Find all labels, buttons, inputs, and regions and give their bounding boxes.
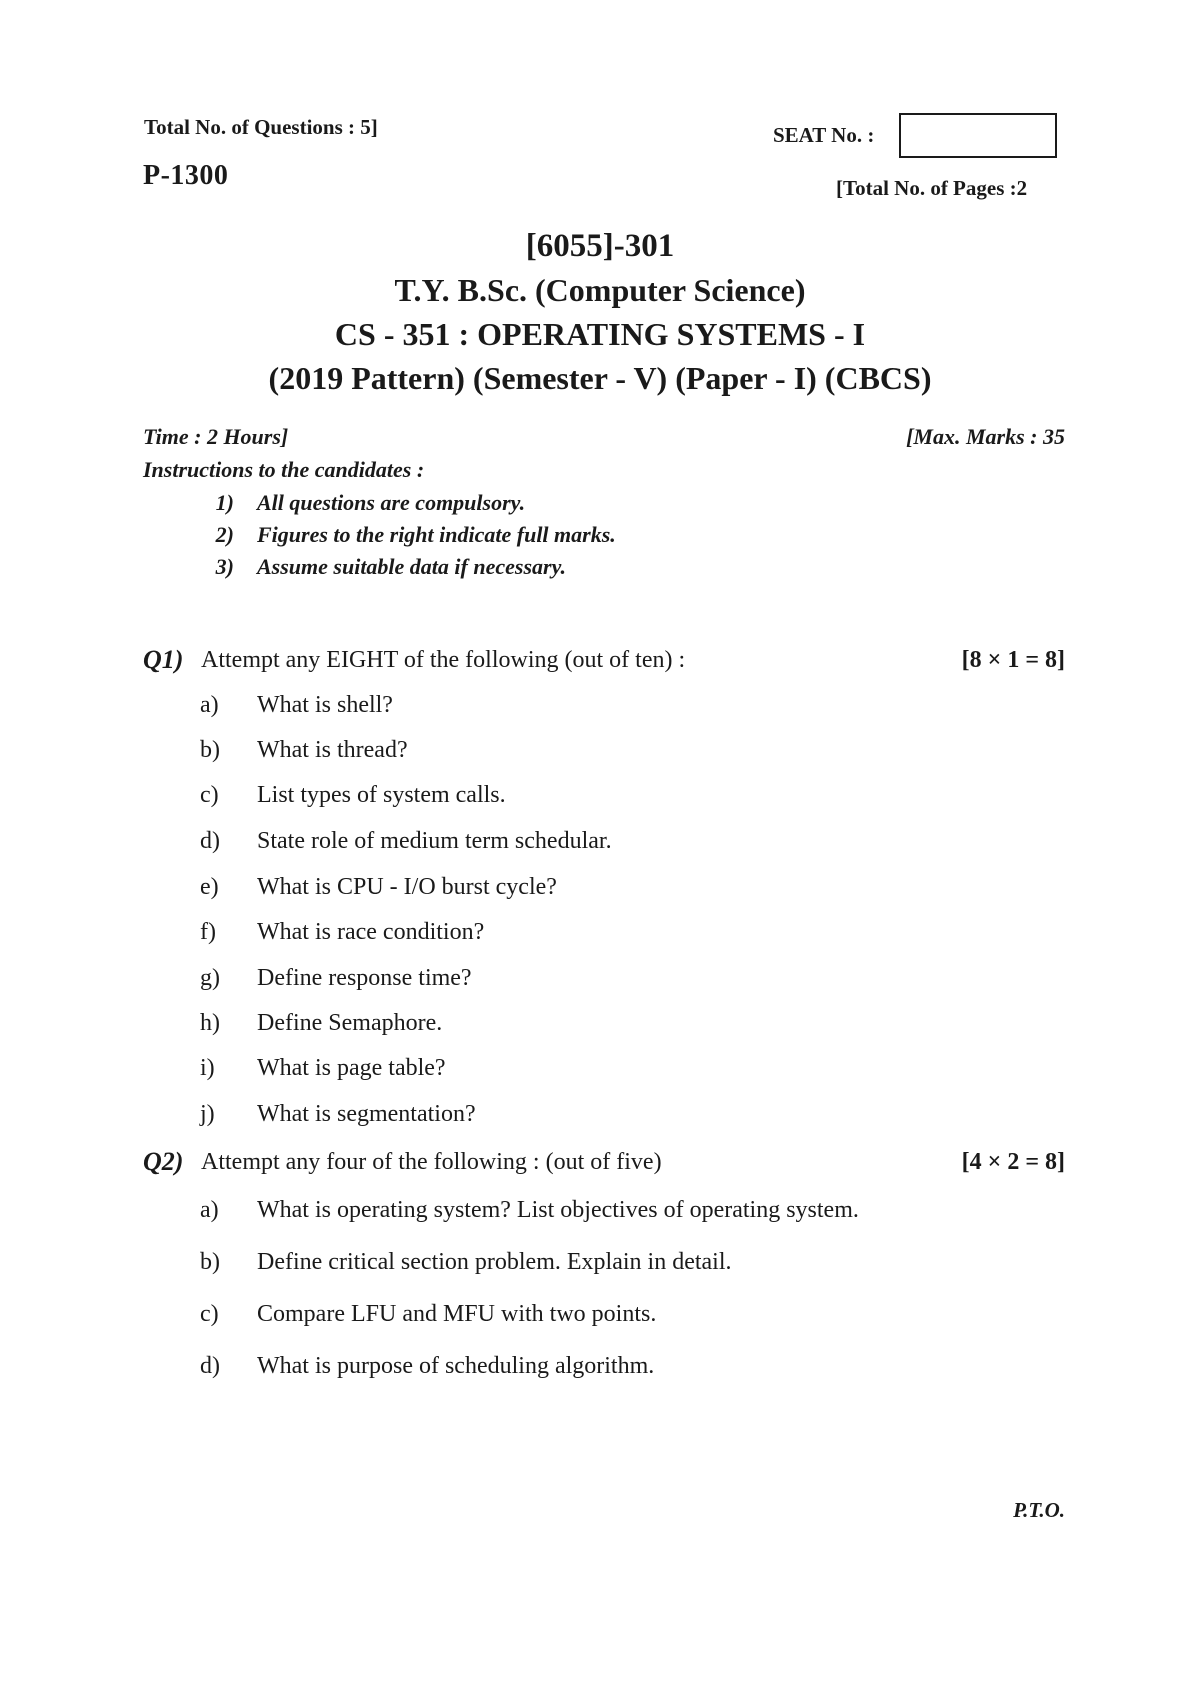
instruction-number: 2) <box>215 522 234 547</box>
list-item: What is race condition? <box>257 919 485 945</box>
time-label: Time : 2 Hours] <box>143 424 289 449</box>
list-item: What is segmentation? <box>257 1101 476 1127</box>
total-pages: [Total No. of Pages :2 <box>836 176 1028 200</box>
list-item-letter: h) <box>200 1010 220 1036</box>
list-item-letter: c) <box>200 1301 219 1327</box>
list-item: Define Semaphore. <box>257 1010 443 1036</box>
list-item: What is shell? <box>257 692 393 718</box>
instruction-text: Figures to the right indicate full marks. <box>257 522 616 547</box>
list-item: What is thread? <box>257 737 408 763</box>
list-item-letter: f) <box>200 919 216 945</box>
instruction-number: 1) <box>215 490 234 515</box>
list-item: What is operating system? List objectives of operating system. <box>257 1197 859 1223</box>
max-marks-label: [Max. Marks : 35 <box>906 424 1065 449</box>
list-item: What is purpose of scheduling algorithm. <box>257 1353 655 1379</box>
instructions-heading: Instructions to the candidates : <box>143 457 425 482</box>
list-item-letter: g) <box>200 965 220 991</box>
list-item-letter: b) <box>200 1249 220 1275</box>
list-item: What is page table? <box>257 1055 446 1081</box>
list-item-letter: i) <box>200 1055 215 1081</box>
instruction-text: All questions are compulsory. <box>257 490 526 515</box>
seat-label: SEAT No. : <box>773 123 875 147</box>
list-item: List types of system calls. <box>257 782 506 808</box>
course-title: T.Y. B.Sc. (Computer Science) <box>394 272 806 308</box>
q2-marks: [4 × 2 = 8] <box>961 1149 1065 1175</box>
subject-title: CS - 351 : OPERATING SYSTEMS - I <box>334 316 866 352</box>
total-questions: Total No. of Questions : 5] <box>144 115 378 139</box>
list-item-letter: c) <box>200 782 219 808</box>
list-item-letter: d) <box>200 1353 220 1379</box>
q1-text: Attempt any EIGHT of the following (out of ten) : <box>201 647 686 673</box>
list-item: What is CPU - I/O burst cycle? <box>257 874 557 900</box>
list-item-letter: d) <box>200 828 220 854</box>
list-item: Define critical section problem. Explain in detail. <box>257 1249 732 1275</box>
list-item-letter: a) <box>200 692 219 718</box>
q1-marks: [8 × 1 = 8] <box>961 647 1065 673</box>
list-item-letter: e) <box>200 874 219 900</box>
instruction-text: Assume suitable data if necessary. <box>257 554 567 579</box>
list-item: State role of medium term schedular. <box>257 828 612 854</box>
instruction-number: 3) <box>215 554 234 579</box>
pto-label: P.T.O. <box>1013 1498 1065 1522</box>
list-item: Define response time? <box>257 965 472 991</box>
list-item: Compare LFU and MFU with two points. <box>257 1301 657 1327</box>
q1-label: Q1) <box>143 645 184 674</box>
pattern-title: (2019 Pattern) (Semester - V) (Paper - I) (CBCS) <box>268 360 932 396</box>
list-item-letter: a) <box>200 1197 219 1223</box>
q2-label: Q2) <box>143 1147 184 1176</box>
q2-text: Attempt any four of the following : (out of five) <box>201 1149 662 1175</box>
list-item-letter: j) <box>200 1101 215 1127</box>
seat-number-box[interactable] <box>899 113 1057 158</box>
exam-code: [6055]-301 <box>525 228 675 264</box>
paper-code: P-1300 <box>143 160 229 191</box>
list-item-letter: b) <box>200 737 220 763</box>
